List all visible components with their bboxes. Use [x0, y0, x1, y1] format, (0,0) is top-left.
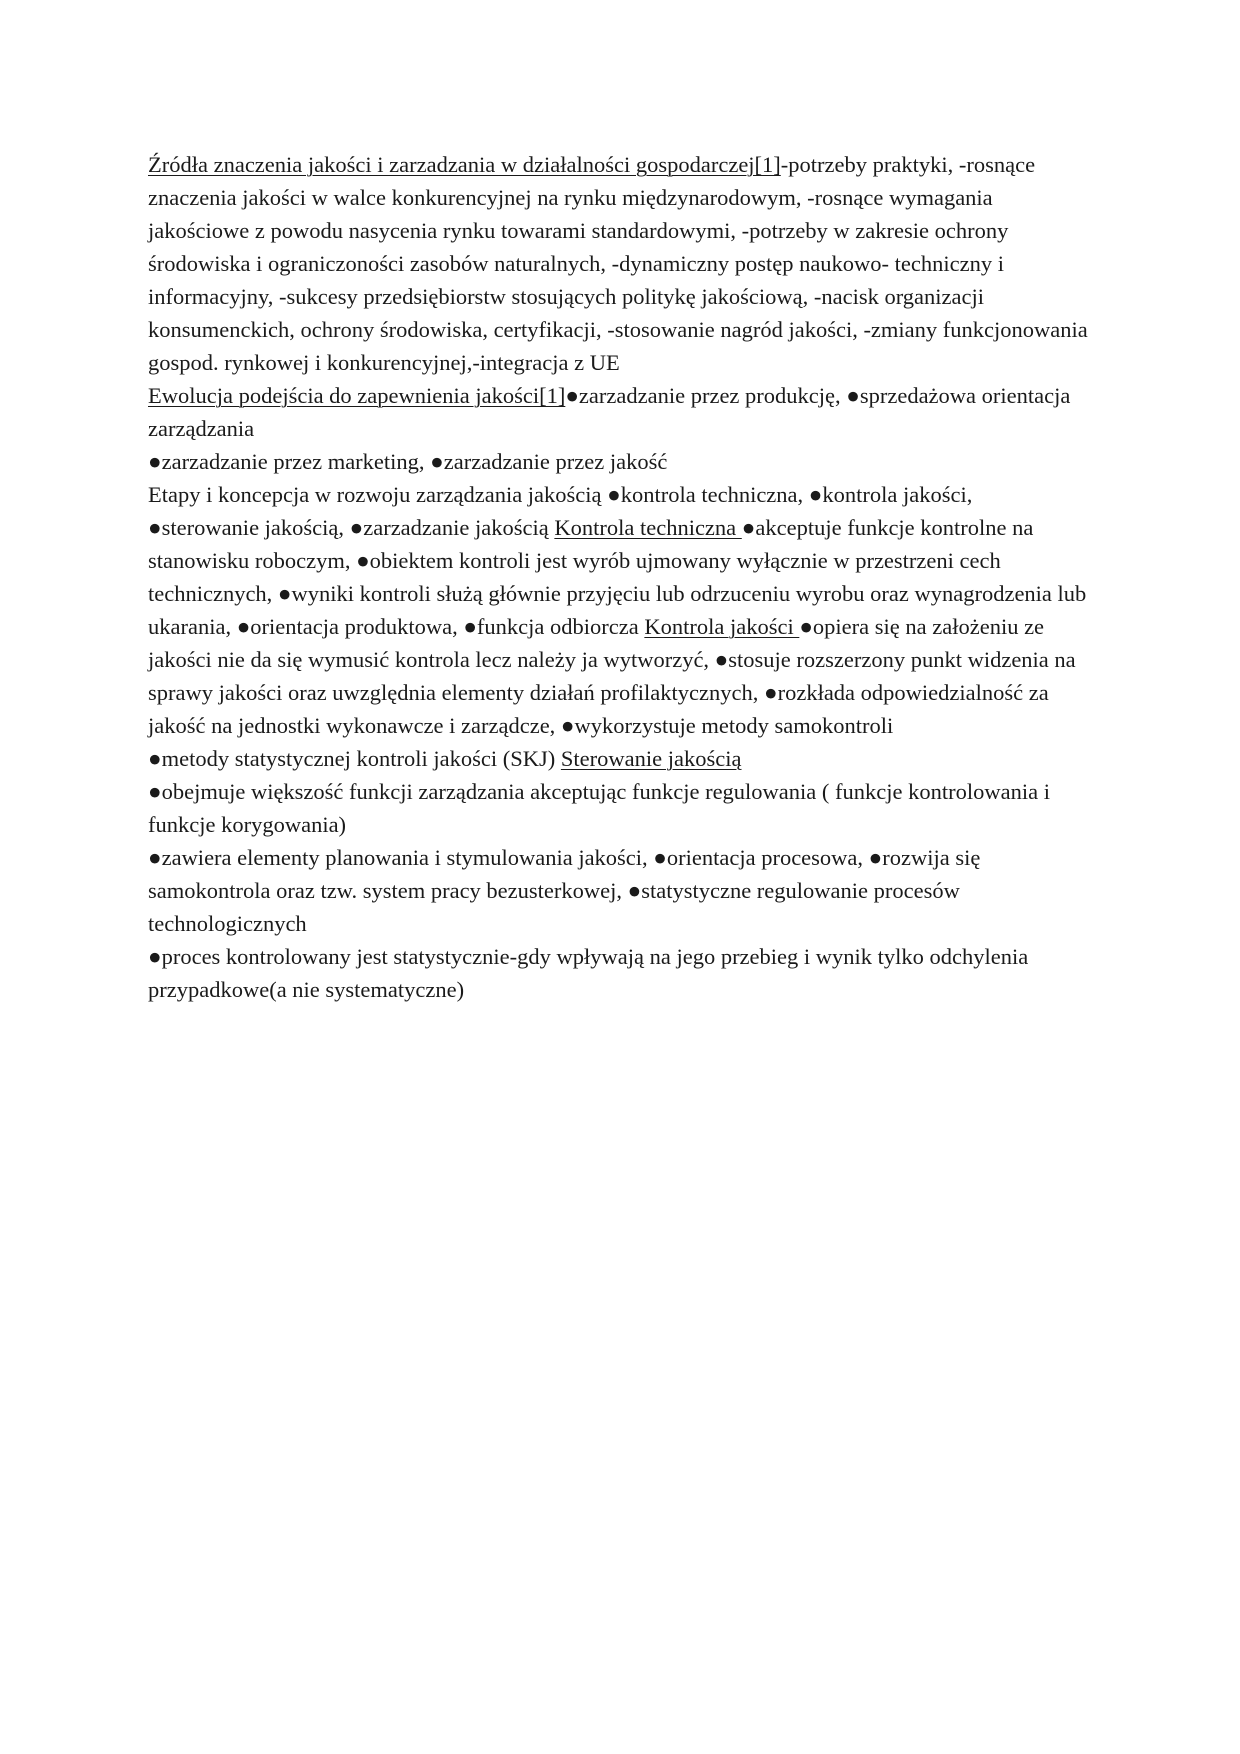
paragraph-text: ●zarzadzanie przez marketing, ●zarzadzanie przez jakość [148, 449, 668, 474]
paragraph-sources-of-quality [148, 148, 1088, 379]
paragraph-marketing [148, 445, 1088, 478]
paragraph-text: -potrzeby praktyki, -rosnące znaczenia jakości w walce konkurencyjnej na rynku międzynarodowym, -rosnące wymagania jakościowe z powodu nasycenia rynku towarami standardowymi, -potrzeby w zakresie ochrony środowiska i ograniczoności zasobów naturalnych, -dynamiczny postęp naukowo- techniczny i informacyjny, -sukcesy przedsiębiorstw stosujących politykę jakościową, -nacisk organizacji konsumenckich, ochrony środowiska, certyfikacji, -stosowanie nagród jakości, -zmiany funkcjonowania gospod. rynkowej i konkurencyjnej,-integracja z UE [148, 152, 1088, 375]
heading-sources-of-quality: Źródła znaczenia jakości i zarzadzania w działalności gospodarczej[1] [148, 152, 781, 177]
heading-evolution: Ewolucja podejścia do zapewnienia jakości[1] [148, 383, 566, 408]
paragraph-statistical-process [148, 940, 1088, 1006]
paragraph-text: ●obejmuje większość funkcji zarządzania akceptując funkcje regulowania ( funkcje kontrolowania i funkcje korygowania) [148, 779, 1050, 837]
paragraph-text: ●zarzadzanie przez produkcję, ●sprzedażowa orientacja zarządzania [148, 383, 1071, 441]
paragraph-evolution [148, 379, 1088, 445]
heading-quality-control: Kontrola jakości [644, 614, 800, 639]
document-body [148, 148, 1088, 1006]
paragraph-text: Etapy i koncepcja w rozwoju zarządzania jakością ●kontrola techniczna, ●kontrola jakości, ●sterowanie jakością, ●zarzadzanie jakością [148, 482, 973, 540]
heading-quality-steering: Sterowanie jakością [560, 746, 742, 771]
paragraph-steering-functions [148, 775, 1088, 841]
paragraph-planning [148, 841, 1088, 940]
paragraph-text: ●proces kontrolowany jest statystycznie-gdy wpływają na jego przebieg i wynik tylko odchylenia przypadkowe(a nie systematyczne) [148, 944, 1029, 1002]
paragraph-text: ●metody statystycznej kontroli jakości (SKJ) [148, 746, 561, 771]
paragraph-text: ●zawiera elementy planowania i stymulowania jakości, ●orientacja procesowa, ●rozwija się samokontrola oraz tzw. system pracy bezusterkowej, ●statystyczne regulowanie procesów technologicznych [148, 845, 981, 936]
paragraph-text: ●opiera się na założeniu ze jakości nie da się wymusić kontrola lecz należy ja wytworzyć, ●stosuje rozszerzony punkt widzenia na sprawy jakości oraz uwzględnia elementy działań profilaktycznych, ●rozkłada odpowiedzialność za jakość na jednostki wykonawcze i zarządcze, ●wykorzystuje metody samokontroli [148, 614, 1076, 738]
heading-technical-control: Kontrola techniczna [554, 515, 742, 540]
paragraph-text: ●akceptuje funkcje kontrolne na stanowisku roboczym, ●obiektem kontroli jest wyrób ujmowany wyłącznie w przestrzeni cech technicznych, ●wyniki kontroli służą głównie przyjęciu lub odrzuceniu wyrobu oraz wynagrodzenia lub ukarania, ●orientacja produktowa, ●funkcja odbiorcza [148, 515, 1087, 639]
paragraph-skj [148, 742, 1088, 775]
paragraph-stages [148, 478, 1088, 742]
